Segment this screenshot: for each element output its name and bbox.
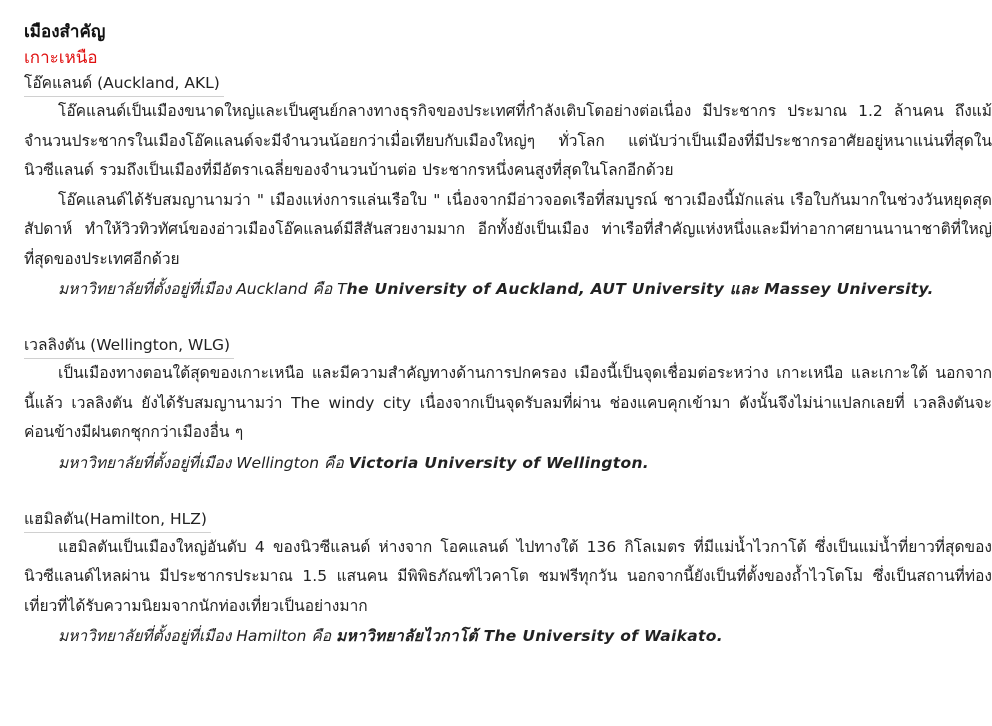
university-line bbox=[58, 621, 992, 651]
university-line bbox=[58, 448, 992, 478]
city-section-wellington bbox=[24, 332, 992, 478]
city-paragraph: โอ๊คแลนด์เป็นเมืองขนาดใหญ่และเป็นศูนย์กลางทางธุรกิจของประเทศที่กำลังเติบโตอย่างต่อเนื่อง มีประชากร ประมาณ 1.2 ล้านคน ถึงแม้จำนวนประชากรในเมืองโอ๊คแลนด์จะมีจำนวนน้อยกว่าเมื่อเทียบกับเมืองใหญ่ๆ ทั่วโลก แต่นับว่าเป็นเมืองที่มีประชากรอาศัยอยู่หนาแน่นที่สุดในนิวซีแลนด์ รวมถึงเป็นเมืองที่มีอัตราเฉลี่ยของจำนวนบ้านต่อ ประชากรหนึ่งคนสูงที่สุดในโลกอีกด้วย bbox=[24, 102, 992, 179]
page-title: เมืองสำคัญ bbox=[24, 22, 106, 42]
city-paragraph: แฮมิลตันเป็นเมืองใหญ่อันดับ 4 ของนิวซีแลนด์ ห่างจาก โอคแลนด์ ไปทางใต้ 136 กิโลเมตร ที่มีแม่น้ำไวกาโต้ ซึ่งเป็นแม่น้ำที่ยาวที่สุดของนิวซีแลนด์ไหลผ่าน มีประชากรประมาณ 1.5 แสนคน มีพิพิธภัณฑ์ไวคาโต ชมฟรีทุกวัน นอกจากนี้ยังเป็นที่ตั้งของถ้ำไวโตโม ซึ่งเป็นสถานที่ท่องเที่ยวที่ได้รับความนิยมจากนักท่องเที่ยวเป็นอย่างมาก bbox=[24, 537, 992, 615]
city-heading: แฮมิลตัน(Hamilton, HLZ) bbox=[24, 506, 211, 533]
city-heading: เวลลิงตัน (Wellington, WLG) bbox=[24, 332, 234, 359]
university-prefix: มหาวิทยาลัยที่ตั้งอยู่ที่เมือง Auckland คือ T bbox=[58, 280, 347, 298]
university-names: มหาวิทยาลัยไวกาโต้ The University of Waikato. bbox=[336, 627, 723, 645]
university-names: Victoria University of Wellington. bbox=[348, 453, 649, 472]
university-prefix: มหาวิทยาลัยที่ตั้งอยู่ที่เมือง Hamilton คือ bbox=[58, 627, 336, 645]
university-prefix: มหาวิทยาลัยที่ตั้งอยู่ที่เมือง Wellington คือ bbox=[58, 453, 349, 472]
city-section-auckland bbox=[24, 70, 992, 304]
university-line bbox=[58, 274, 992, 304]
city-section-hamilton bbox=[24, 506, 992, 652]
city-heading: โอ๊คแลนด์ (Auckland, AKL) bbox=[24, 70, 224, 97]
region-heading: เกาะเหนือ bbox=[24, 48, 98, 68]
city-paragraph: เป็นเมืองทางตอนใต้สุดของเกาะเหนือ และมีความสำคัญทางด้านการปกครอง เมืองนี้เป็นจุดเชื่อมต่อระหว่าง เกาะเหนือ และเกาะใต้ นอกจากนี้แล้ว เวลลิงตัน ยังได้รับสมญานามว่า The windy city เนื่องจากเป็นจุดรับลมที่ผ่าน ช่องแคบคุกเข้ามา ดังนั้นจึงไม่น่าแปลกเลยที่ เวลลิงตันจะค่อนข้างมีฝนตกชุกกว่าเมืองอื่น ๆ bbox=[24, 364, 992, 441]
university-names: he University of Auckland, AUT University และ Massey University. bbox=[346, 280, 934, 298]
city-paragraph: โอ๊คแลนด์ได้รับสมญานามว่า " เมืองแห่งการแล่นเรือใบ " เนื่องจากมีอ่าวจอดเรือที่สมบูรณ์ ชาวเมืองนี้มักแล่น เรือใบกันมากในช่วงวันหยุดสุดสัปดาห์ ทำให้วิวทิวทัศน์ของอ่าวเมืองโอ๊คแลนด์มีสีสันสวยงามมาก อีกทั้งยังเป็นเมือง ท่าเรือที่สำคัญแห่งหนึ่งและมีท่าอากาศยานนานาชาติที่ใหญ่ที่สุดของประเทศอีกด้วย bbox=[24, 190, 992, 268]
